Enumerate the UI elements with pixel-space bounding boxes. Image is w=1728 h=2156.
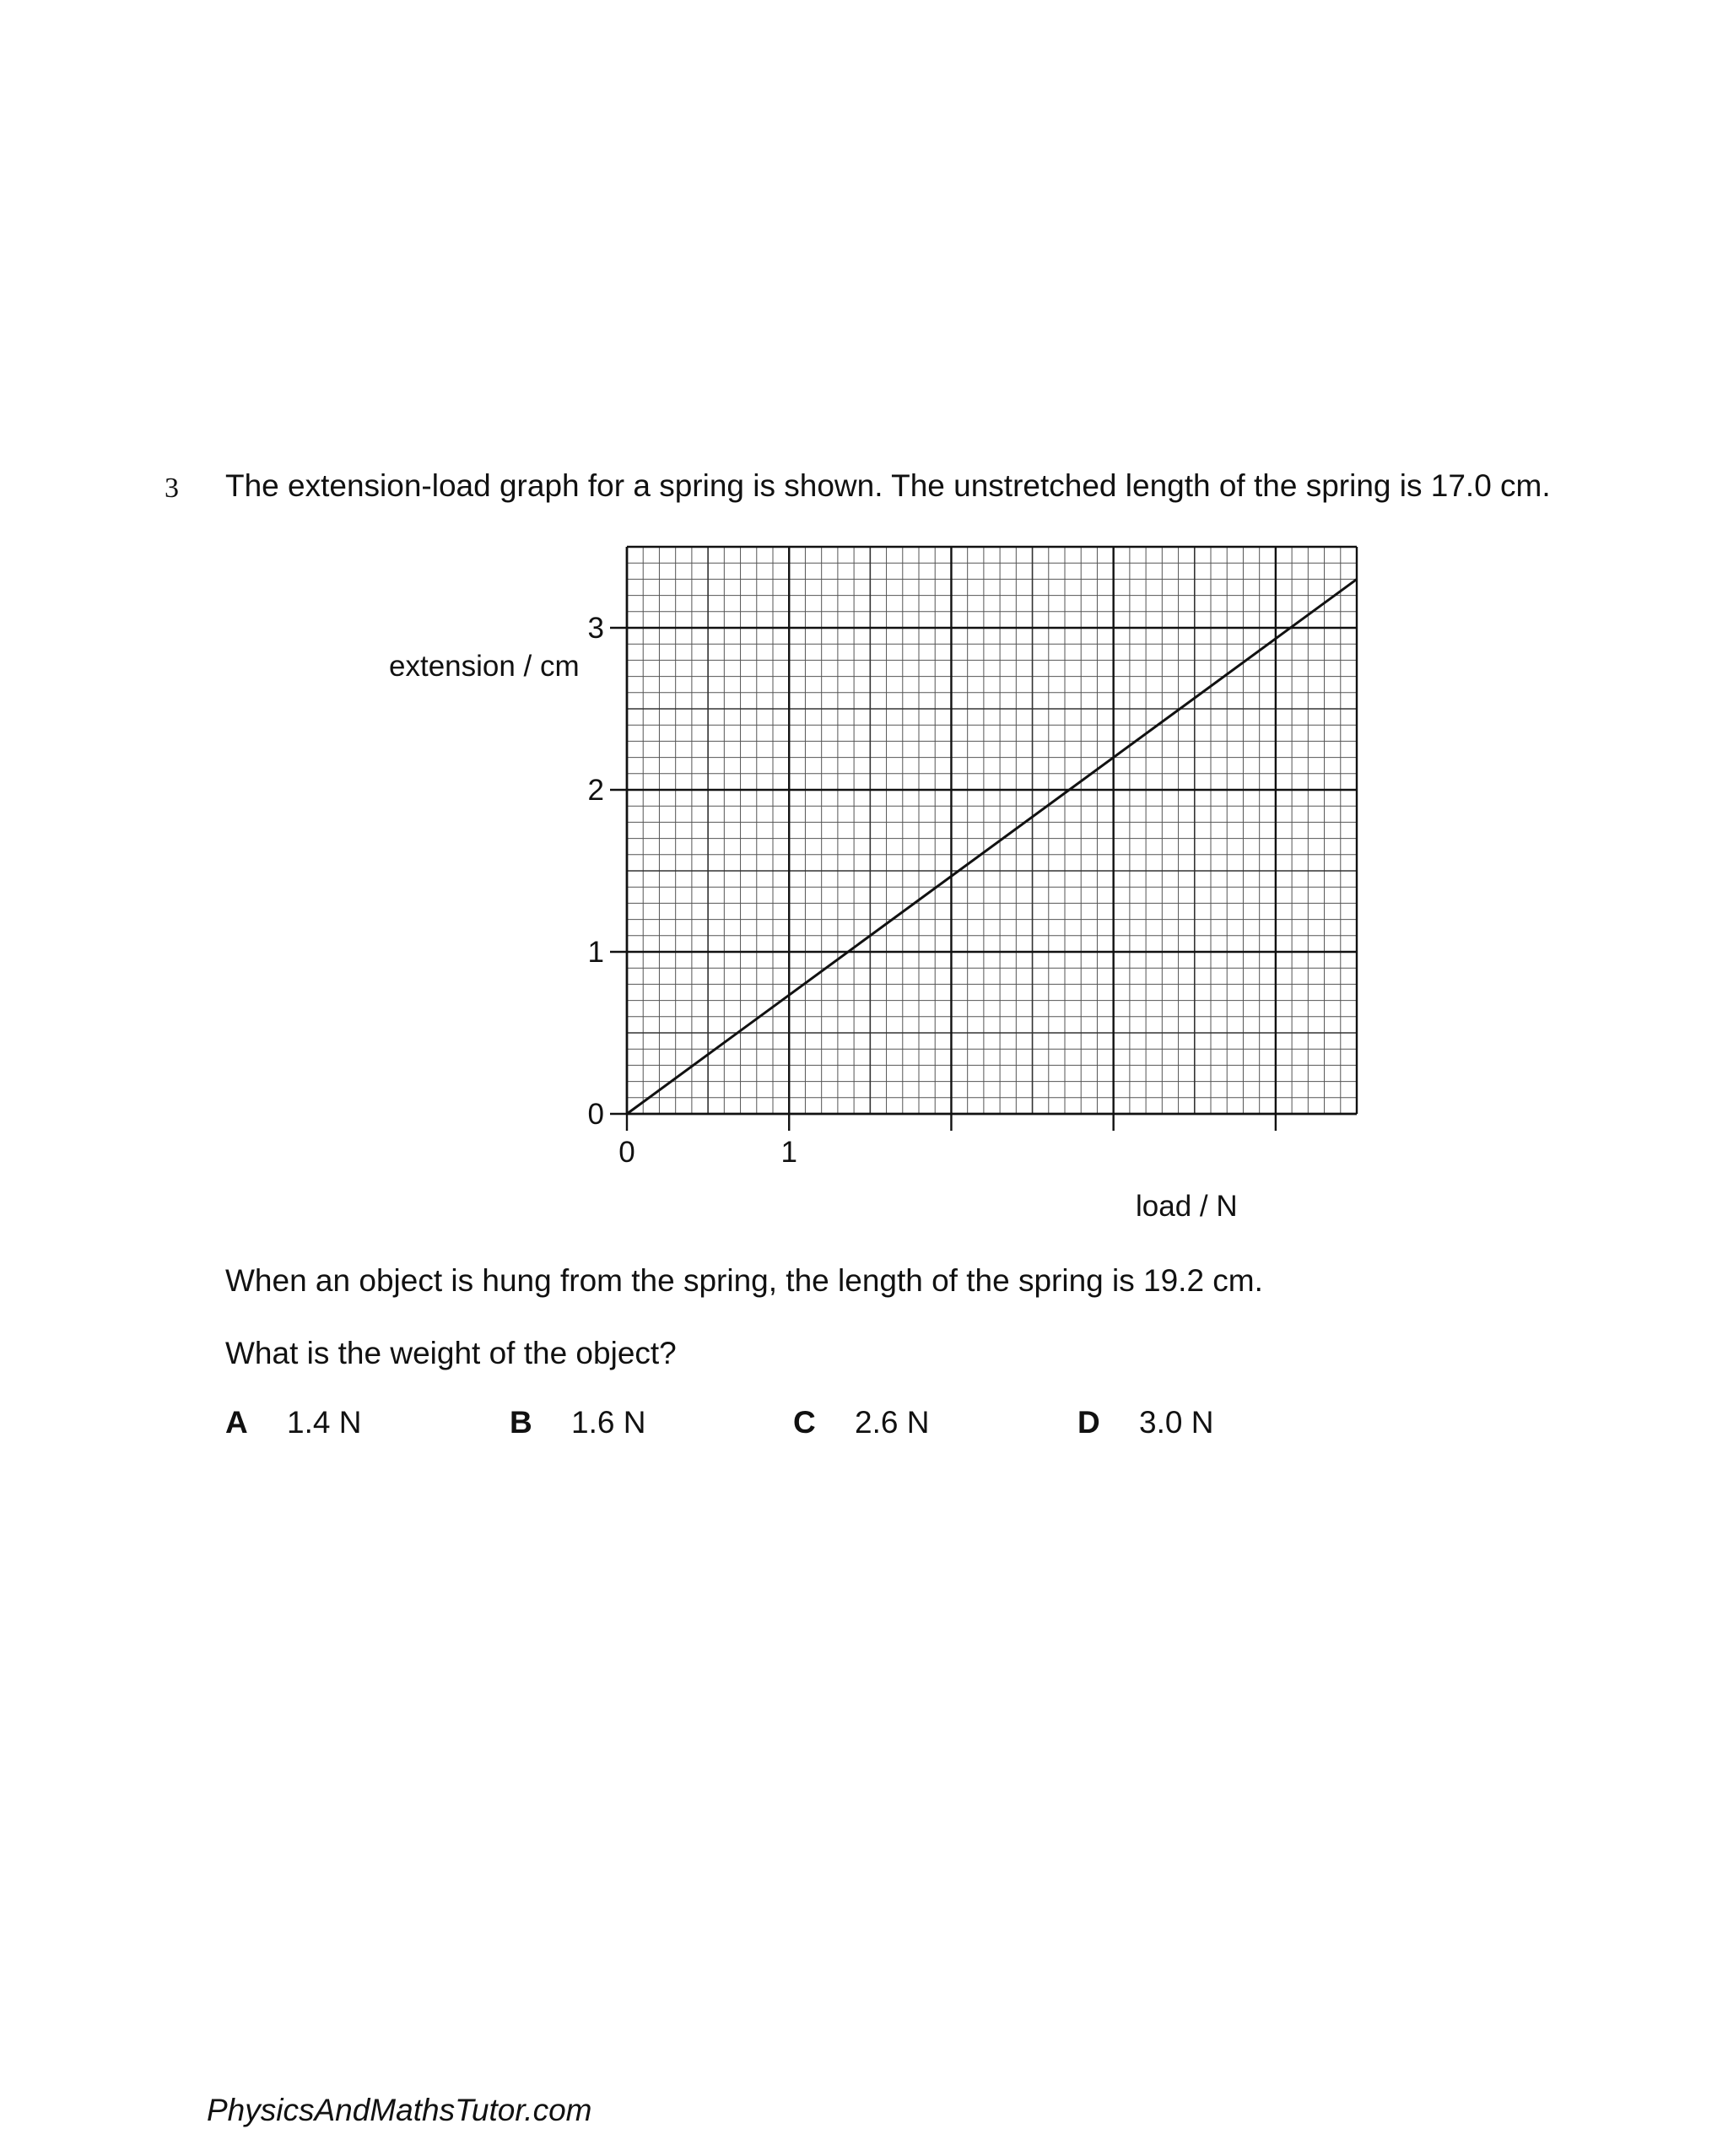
axis-ticks xyxy=(610,628,1276,1131)
option-letter: D xyxy=(1077,1405,1100,1440)
y-tick-label: 0 xyxy=(587,1098,604,1131)
question-number: 3 xyxy=(165,473,179,504)
tick-labels xyxy=(588,612,797,1169)
option-value: 1.6 N xyxy=(571,1405,646,1440)
question-intro: The extension-load graph for a spring is shown. The unstretched length of the spring is 17.0 cm. xyxy=(225,468,1551,503)
grid-major-lines xyxy=(627,547,1357,1114)
y-axis-label: extension / cm xyxy=(389,650,580,683)
option-letter: C xyxy=(793,1405,816,1440)
y-tick-label: 3 xyxy=(587,612,604,645)
x-tick-label: 0 xyxy=(618,1136,635,1169)
option-value: 3.0 N xyxy=(1139,1405,1214,1440)
footer-site-name: PhysicsAndMathsTutor.com xyxy=(207,2093,592,2127)
x-axis-label: load / N xyxy=(1136,1190,1238,1223)
x-tick-label: 1 xyxy=(780,1136,797,1169)
y-tick-label: 1 xyxy=(587,936,604,969)
question-prompt: What is the weight of the object? xyxy=(225,1336,677,1370)
option-letter: A xyxy=(225,1405,248,1440)
option-value: 1.4 N xyxy=(287,1405,362,1440)
question-statement: When an object is hung from the spring, the length of the spring is 19.2 cm. xyxy=(225,1263,1263,1298)
option-value: 2.6 N xyxy=(855,1405,930,1440)
series-line-spring xyxy=(627,579,1357,1114)
grid-minor-lines xyxy=(627,547,1357,1114)
y-tick-label: 2 xyxy=(587,774,604,807)
option-letter: B xyxy=(510,1405,532,1440)
